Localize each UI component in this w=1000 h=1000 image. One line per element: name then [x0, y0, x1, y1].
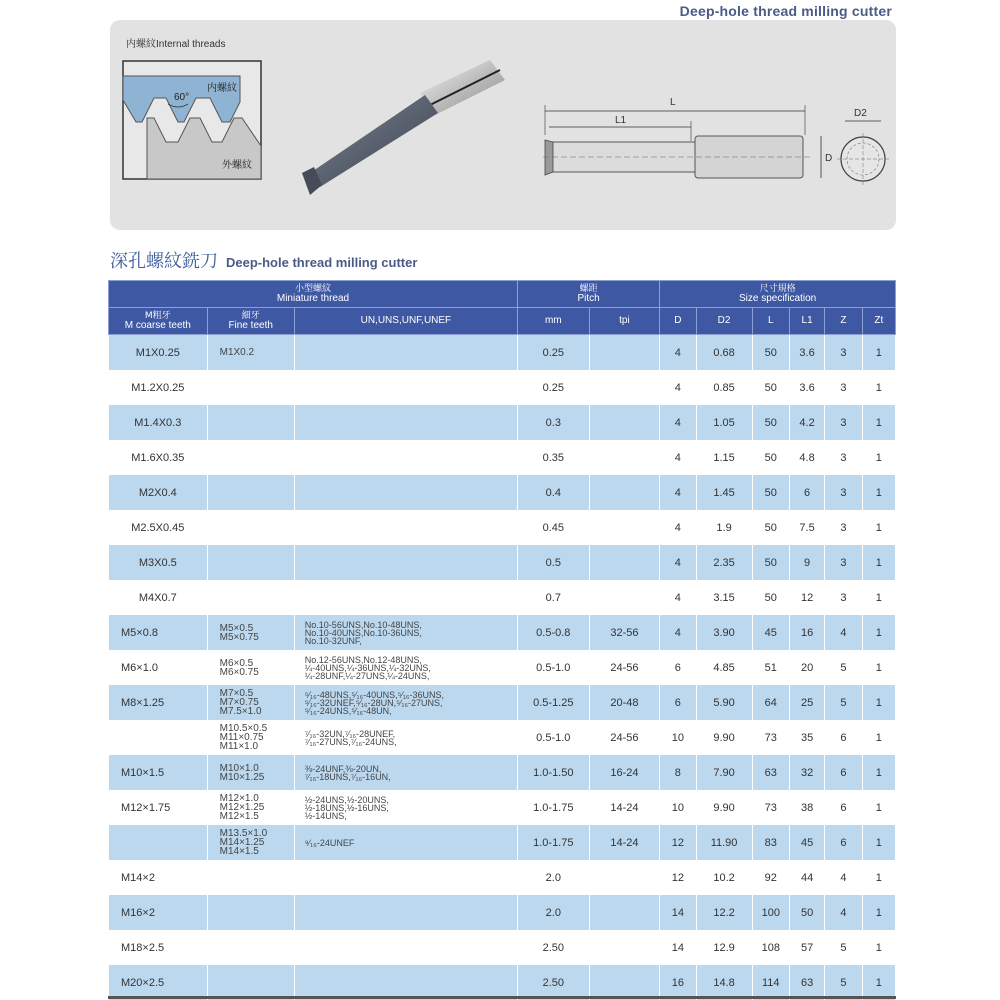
- cell-coarse: M6×1.0: [109, 650, 208, 685]
- cell-fine: [207, 405, 294, 440]
- cell-L: 50: [752, 440, 789, 475]
- cell-fine: [207, 545, 294, 580]
- cell-L1: 57: [789, 930, 824, 965]
- cell-mm: 0.4: [517, 475, 589, 510]
- cell-un: [294, 755, 517, 790]
- cell-D2: 10.2: [696, 860, 752, 895]
- cell-Z: 3: [825, 440, 862, 475]
- fine-thread-line: M11×0.75: [219, 732, 264, 743]
- cell-Z: 5: [825, 650, 862, 685]
- col-header-un: UN,UNS,UNF,UNEF: [294, 308, 517, 335]
- cell-tpi: [589, 370, 660, 405]
- cell-coarse: M10×1.5: [109, 755, 208, 790]
- cell-Zt: 1: [862, 895, 895, 930]
- cell-mm: 2.50: [517, 965, 589, 1000]
- cell-Z: 6: [825, 720, 862, 755]
- table-row: [109, 860, 896, 895]
- cell-mm: 0.5-1.0: [517, 720, 589, 755]
- cell-coarse: M5×0.8: [109, 615, 208, 650]
- cell-D: 4: [660, 370, 696, 405]
- internal-threads-label: 内螺紋Internal threads: [126, 39, 226, 50]
- cell-Z: 4: [825, 895, 862, 930]
- cell-Z: 3: [825, 370, 862, 405]
- cell-coarse: [109, 825, 208, 860]
- cell-mm: 1.0-1.50: [517, 755, 589, 790]
- cell-L: 73: [752, 720, 789, 755]
- un-thread-line: ⁷⁄₁₆-32UN,⁷⁄₁₆-28UNEF,: [304, 728, 396, 739]
- cell-Zt: 1: [862, 930, 895, 965]
- dim-L1-label: L1: [615, 115, 627, 126]
- cell-coarse: M1.6X0.35: [109, 440, 208, 475]
- un-thread-line: ½-18UNS,½-16UNS,: [304, 802, 389, 813]
- cell-D: 12: [660, 825, 696, 860]
- cell-tpi: 24-56: [589, 650, 660, 685]
- col-header-tpi: tpi: [589, 308, 660, 335]
- un-thread-line: ⁷⁄₁₆-18UNS,⁷⁄₁₆-16UN,: [304, 771, 391, 782]
- table-row: [109, 895, 896, 930]
- cell-L1: 45: [789, 825, 824, 860]
- cell-L: 83: [752, 825, 789, 860]
- col-header-L1: L1: [789, 308, 824, 335]
- cell-mm: 2.50: [517, 930, 589, 965]
- cell-Zt: 1: [862, 720, 895, 755]
- un-thread-line: ¼-28UNF,¼-27UNS,¼-24UNS,: [304, 670, 430, 681]
- cell-L1: 6: [789, 475, 824, 510]
- fine-thread-line: M1X0.2: [219, 347, 255, 358]
- cell-L: 73: [752, 790, 789, 825]
- cell-Zt: 1: [862, 370, 895, 405]
- cell-coarse: M12×1.75: [109, 790, 208, 825]
- cell-tpi: 14-24: [589, 825, 660, 860]
- cell-L: 63: [752, 755, 789, 790]
- un-thread-line: No.12-56UNS,No.12-48UNS,: [304, 654, 422, 665]
- external-thread-label: 外螺紋: [222, 160, 252, 171]
- cell-coarse: M1X0.25: [109, 335, 208, 371]
- cell-L: 50: [752, 510, 789, 545]
- un-thread-line: ⁵⁄₁₆-32UNEF,⁵⁄₁₆-28UN,⁵⁄₁₆-27UNS,: [304, 697, 443, 708]
- cell-Z: 6: [825, 755, 862, 790]
- cell-Zt: 1: [862, 650, 895, 685]
- cell-D2: 12.9: [696, 930, 752, 965]
- col-header-Z: Z: [825, 308, 862, 335]
- fine-thread-line: M5×0.5: [219, 622, 254, 634]
- spec-table-body: [109, 335, 896, 1000]
- cell-un: [294, 335, 517, 371]
- fine-thread-line: M11×1.0: [219, 741, 259, 752]
- cell-D2: 3.15: [696, 580, 752, 615]
- cell-un: [294, 440, 517, 475]
- un-thread-line: No.10-32UNF,: [304, 635, 362, 646]
- un-thread-line: ½-24UNS,½-20UNS,: [304, 794, 389, 805]
- cell-mm: 0.35: [517, 440, 589, 475]
- cell-Zt: 1: [862, 580, 895, 615]
- cell-fine: [207, 440, 294, 475]
- table-row: [109, 440, 896, 475]
- cell-tpi: [589, 440, 660, 475]
- cell-D: 4: [660, 580, 696, 615]
- cell-un: [294, 545, 517, 580]
- table-row: [109, 720, 896, 755]
- cell-un: [294, 510, 517, 545]
- cell-L1: 7.5: [789, 510, 824, 545]
- cell-un: [294, 370, 517, 405]
- table-row: [109, 405, 896, 440]
- cell-D2: 5.90: [696, 685, 752, 720]
- cell-un: [294, 860, 517, 895]
- cell-L: 100: [752, 895, 789, 930]
- cell-fine: [207, 895, 294, 930]
- table-row: [109, 685, 896, 720]
- cell-tpi: [589, 860, 660, 895]
- cell-L1: 4.2: [789, 405, 824, 440]
- table-row: [109, 965, 896, 1000]
- cell-un: [294, 405, 517, 440]
- un-thread-line: ½-14UNS,: [304, 810, 347, 821]
- cell-L1: 38: [789, 790, 824, 825]
- cell-L: 50: [752, 475, 789, 510]
- col-header-mm: mm: [517, 308, 589, 335]
- cell-Zt: 1: [862, 475, 895, 510]
- table-row: [109, 545, 896, 580]
- cell-tpi: [589, 965, 660, 1000]
- cell-coarse: M3X0.5: [109, 545, 208, 580]
- cell-Zt: 1: [862, 405, 895, 440]
- cell-Zt: 1: [862, 860, 895, 895]
- cell-D2: 1.15: [696, 440, 752, 475]
- col-header-D: D: [660, 308, 696, 335]
- un-thread-line: ⁷⁄₁₆-27UNS,⁷⁄₁₆-24UNS,: [304, 736, 397, 747]
- cell-D: 4: [660, 440, 696, 475]
- cell-D: 16: [660, 965, 696, 1000]
- cell-D: 4: [660, 545, 696, 580]
- cell-L: 50: [752, 370, 789, 405]
- cell-Zt: 1: [862, 335, 895, 371]
- cell-L: 50: [752, 335, 789, 371]
- cell-fine: [207, 790, 294, 825]
- cell-coarse: M18×2.5: [109, 930, 208, 965]
- cell-un: [294, 650, 517, 685]
- cell-tpi: [589, 580, 660, 615]
- cell-D2: 1.9: [696, 510, 752, 545]
- dim-D2-label: D2: [854, 108, 867, 119]
- cutter-photo: [300, 55, 510, 205]
- cell-mm: 1.0-1.75: [517, 825, 589, 860]
- table-row: [109, 825, 896, 860]
- cell-un: [294, 615, 517, 650]
- col-header-coarse: M粗牙 M coarse teeth: [109, 308, 208, 335]
- cell-D2: 9.90: [696, 790, 752, 825]
- cell-tpi: [589, 930, 660, 965]
- table-row: [109, 370, 896, 405]
- cell-D: 4: [660, 405, 696, 440]
- cell-fine: [207, 580, 294, 615]
- cell-fine: [207, 930, 294, 965]
- cell-L1: 35: [789, 720, 824, 755]
- cell-un: [294, 475, 517, 510]
- cell-D: 4: [660, 615, 696, 650]
- cell-D2: 4.85: [696, 650, 752, 685]
- cell-tpi: [589, 335, 660, 371]
- table-row: [109, 755, 896, 790]
- cell-fine: [207, 825, 294, 860]
- table-row: [109, 580, 896, 615]
- cell-fine: [207, 335, 294, 371]
- cell-tpi: [589, 895, 660, 930]
- spec-table: [108, 280, 896, 1000]
- fine-thread-line: M12×1.0: [219, 793, 259, 804]
- cell-Z: 5: [825, 685, 862, 720]
- table-row: [109, 615, 896, 650]
- cell-D: 4: [660, 510, 696, 545]
- table-row: [109, 930, 896, 965]
- section-title: [110, 247, 417, 273]
- cell-coarse: M2.5X0.45: [109, 510, 208, 545]
- cell-tpi: 16-24: [589, 755, 660, 790]
- un-thread-line: ⅜-24UNF,⅜-20UN,: [304, 763, 382, 774]
- cell-Zt: 1: [862, 790, 895, 825]
- cell-mm: 0.7: [517, 580, 589, 615]
- cell-L1: 63: [789, 965, 824, 1000]
- section-title-cn: 深孔螺紋銑刀: [110, 251, 218, 272]
- cell-fine: [207, 965, 294, 1000]
- cell-mm: 0.3: [517, 405, 589, 440]
- cell-tpi: 14-24: [589, 790, 660, 825]
- cell-mm: 0.5-1.25: [517, 685, 589, 720]
- table-row: [109, 510, 896, 545]
- cell-D2: 0.85: [696, 370, 752, 405]
- cell-D2: 1.05: [696, 405, 752, 440]
- cell-D: 14: [660, 930, 696, 965]
- cell-Z: 3: [825, 545, 862, 580]
- cell-D: 10: [660, 720, 696, 755]
- cell-L1: 32: [789, 755, 824, 790]
- cell-D: 10: [660, 790, 696, 825]
- cell-D: 6: [660, 685, 696, 720]
- fine-thread-line: M7×0.75: [219, 697, 259, 708]
- cell-mm: 0.25: [517, 370, 589, 405]
- cell-L1: 12: [789, 580, 824, 615]
- section-title-en: Deep-hole thread milling cutter: [226, 255, 418, 270]
- bottom-rule: [108, 996, 896, 999]
- cell-D2: 2.35: [696, 545, 752, 580]
- cell-mm: 0.5-1.0: [517, 650, 589, 685]
- cell-mm: 2.0: [517, 895, 589, 930]
- dim-D-label: D: [825, 153, 833, 164]
- cell-Zt: 1: [862, 615, 895, 650]
- dim-L-label: L: [670, 97, 676, 108]
- cell-tpi: [589, 475, 660, 510]
- col-header-Zt: Zt: [862, 308, 895, 335]
- cell-L1: 16: [789, 615, 824, 650]
- fine-thread-line: M6×0.5: [219, 657, 254, 669]
- cell-fine: [207, 860, 294, 895]
- cell-L1: 20: [789, 650, 824, 685]
- internal-thread-label: 内螺紋: [207, 83, 237, 94]
- page-header-title: Deep-hole thread milling cutter: [679, 3, 892, 19]
- product-image-panel: [110, 20, 896, 230]
- cell-L1: 9: [789, 545, 824, 580]
- cell-L: 50: [752, 580, 789, 615]
- cell-coarse: M8×1.25: [109, 685, 208, 720]
- angle-label: 60°: [174, 92, 190, 103]
- cell-mm: 2.0: [517, 860, 589, 895]
- cell-L1: 25: [789, 685, 824, 720]
- cell-un: [294, 930, 517, 965]
- fine-thread-line: M6×0.75: [219, 666, 259, 678]
- cell-Z: 4: [825, 860, 862, 895]
- cell-un: [294, 825, 517, 860]
- cell-D: 4: [660, 335, 696, 371]
- fine-thread-line: M13.5×1.0: [219, 828, 268, 839]
- fine-thread-line: M7.5×1.0: [219, 706, 262, 717]
- cell-un: [294, 580, 517, 615]
- cell-tpi: [589, 545, 660, 580]
- table-row: [109, 475, 896, 510]
- fine-thread-line: M10.5×0.5: [219, 723, 268, 734]
- un-thread-line: ⁵⁄₁₆-48UNS,⁵⁄₁₆-40UNS,⁵⁄₁₆-36UNS,: [304, 689, 445, 700]
- cell-L: 92: [752, 860, 789, 895]
- cell-tpi: 20-48: [589, 685, 660, 720]
- fine-thread-line: M14×1.5: [219, 846, 259, 857]
- un-thread-line: No.10-56UNS,No.10-48UNS,: [304, 619, 422, 630]
- col-header-L: L: [752, 308, 789, 335]
- cell-L: 45: [752, 615, 789, 650]
- cell-fine: [207, 650, 294, 685]
- cell-L: 51: [752, 650, 789, 685]
- cell-L1: 3.6: [789, 335, 824, 371]
- cell-Zt: 1: [862, 440, 895, 475]
- cell-D2: 7.90: [696, 755, 752, 790]
- cell-D2: 3.90: [696, 615, 752, 650]
- cell-fine: [207, 370, 294, 405]
- cell-D2: 0.68: [696, 335, 752, 371]
- thread-profile-diagram: [122, 60, 262, 180]
- cell-L1: 4.8: [789, 440, 824, 475]
- cell-tpi: 32-56: [589, 615, 660, 650]
- cell-Z: 3: [825, 510, 862, 545]
- cell-Z: 3: [825, 335, 862, 371]
- cell-Z: 5: [825, 965, 862, 1000]
- cell-fine: [207, 615, 294, 650]
- group-header-pitch: 螺距 Pitch: [517, 281, 659, 308]
- cell-D: 14: [660, 895, 696, 930]
- cell-tpi: [589, 510, 660, 545]
- cell-coarse: M14×2: [109, 860, 208, 895]
- cell-un: [294, 790, 517, 825]
- cell-D2: 14.8: [696, 965, 752, 1000]
- cell-fine: [207, 475, 294, 510]
- table-row: [109, 650, 896, 685]
- cell-un: [294, 685, 517, 720]
- cell-fine: [207, 685, 294, 720]
- fine-thread-line: M12×1.5: [219, 811, 259, 822]
- cell-coarse: M2X0.4: [109, 475, 208, 510]
- cell-mm: 0.45: [517, 510, 589, 545]
- cell-Zt: 1: [862, 685, 895, 720]
- fine-thread-line: M7×0.5: [219, 688, 254, 699]
- cell-coarse: M1.4X0.3: [109, 405, 208, 440]
- cell-tpi: 24-56: [589, 720, 660, 755]
- cell-Z: 6: [825, 790, 862, 825]
- cell-Zt: 1: [862, 965, 895, 1000]
- cell-L: 64: [752, 685, 789, 720]
- fine-thread-line: M5×0.75: [219, 631, 259, 643]
- cell-fine: [207, 720, 294, 755]
- cell-un: [294, 965, 517, 1000]
- cell-coarse: M20×2.5: [109, 965, 208, 1000]
- group-header-miniature: 小型螺紋 Miniature thread: [109, 281, 518, 308]
- col-header-D2: D2: [696, 308, 752, 335]
- cell-D: 6: [660, 650, 696, 685]
- cell-coarse: M4X0.7: [109, 580, 208, 615]
- cell-Zt: 1: [862, 510, 895, 545]
- cell-mm: 1.0-1.75: [517, 790, 589, 825]
- cell-D: 8: [660, 755, 696, 790]
- cell-tpi: [589, 405, 660, 440]
- cell-coarse: [109, 720, 208, 755]
- cell-un: [294, 720, 517, 755]
- cell-Z: 6: [825, 825, 862, 860]
- fine-thread-line: M14×1.25: [219, 837, 265, 848]
- cell-fine: [207, 510, 294, 545]
- cell-un: [294, 895, 517, 930]
- un-thread-line: ⁵⁄₁₆-24UNS,⁵⁄₁₆-48UN,: [304, 705, 392, 716]
- cell-Z: 5: [825, 930, 862, 965]
- cell-D2: 9.90: [696, 720, 752, 755]
- group-header-size: 尺寸規格 Size specification: [660, 281, 896, 308]
- cell-D: 12: [660, 860, 696, 895]
- cell-Zt: 1: [862, 545, 895, 580]
- cell-D: 4: [660, 475, 696, 510]
- un-thread-line: ¼-40UNS,¼-36UNS,¼-32UNS,: [304, 662, 431, 673]
- cell-L: 50: [752, 405, 789, 440]
- cell-L1: 44: [789, 860, 824, 895]
- cell-Z: 3: [825, 405, 862, 440]
- cell-L1: 3.6: [789, 370, 824, 405]
- cell-L: 114: [752, 965, 789, 1000]
- cell-coarse: M1.2X0.25: [109, 370, 208, 405]
- fine-thread-line: M10×1.25: [219, 771, 265, 783]
- cell-mm: 0.5: [517, 545, 589, 580]
- cell-Z: 3: [825, 475, 862, 510]
- fine-thread-line: M12×1.25: [219, 802, 265, 813]
- cell-D2: 11.90: [696, 825, 752, 860]
- technical-drawing: [515, 85, 895, 195]
- cell-mm: 0.25: [517, 335, 589, 371]
- table-row: [109, 335, 896, 371]
- table-row: [109, 790, 896, 825]
- cell-fine: [207, 755, 294, 790]
- un-thread-line: ⁹⁄₁₆-24UNEF: [304, 837, 355, 848]
- cell-D2: 12.2: [696, 895, 752, 930]
- cell-L: 50: [752, 545, 789, 580]
- cell-coarse: M16×2: [109, 895, 208, 930]
- cell-L: 108: [752, 930, 789, 965]
- fine-thread-line: M10×1.0: [219, 762, 259, 774]
- cell-Zt: 1: [862, 825, 895, 860]
- cell-mm: 0.5-0.8: [517, 615, 589, 650]
- col-header-fine: 細牙 Fine teeth: [207, 308, 294, 335]
- cell-Z: 4: [825, 615, 862, 650]
- cell-Z: 3: [825, 580, 862, 615]
- cell-L1: 50: [789, 895, 824, 930]
- cell-D2: 1.45: [696, 475, 752, 510]
- cell-Zt: 1: [862, 755, 895, 790]
- un-thread-line: No.10-40UNS,No.10-36UNS,: [304, 627, 422, 638]
